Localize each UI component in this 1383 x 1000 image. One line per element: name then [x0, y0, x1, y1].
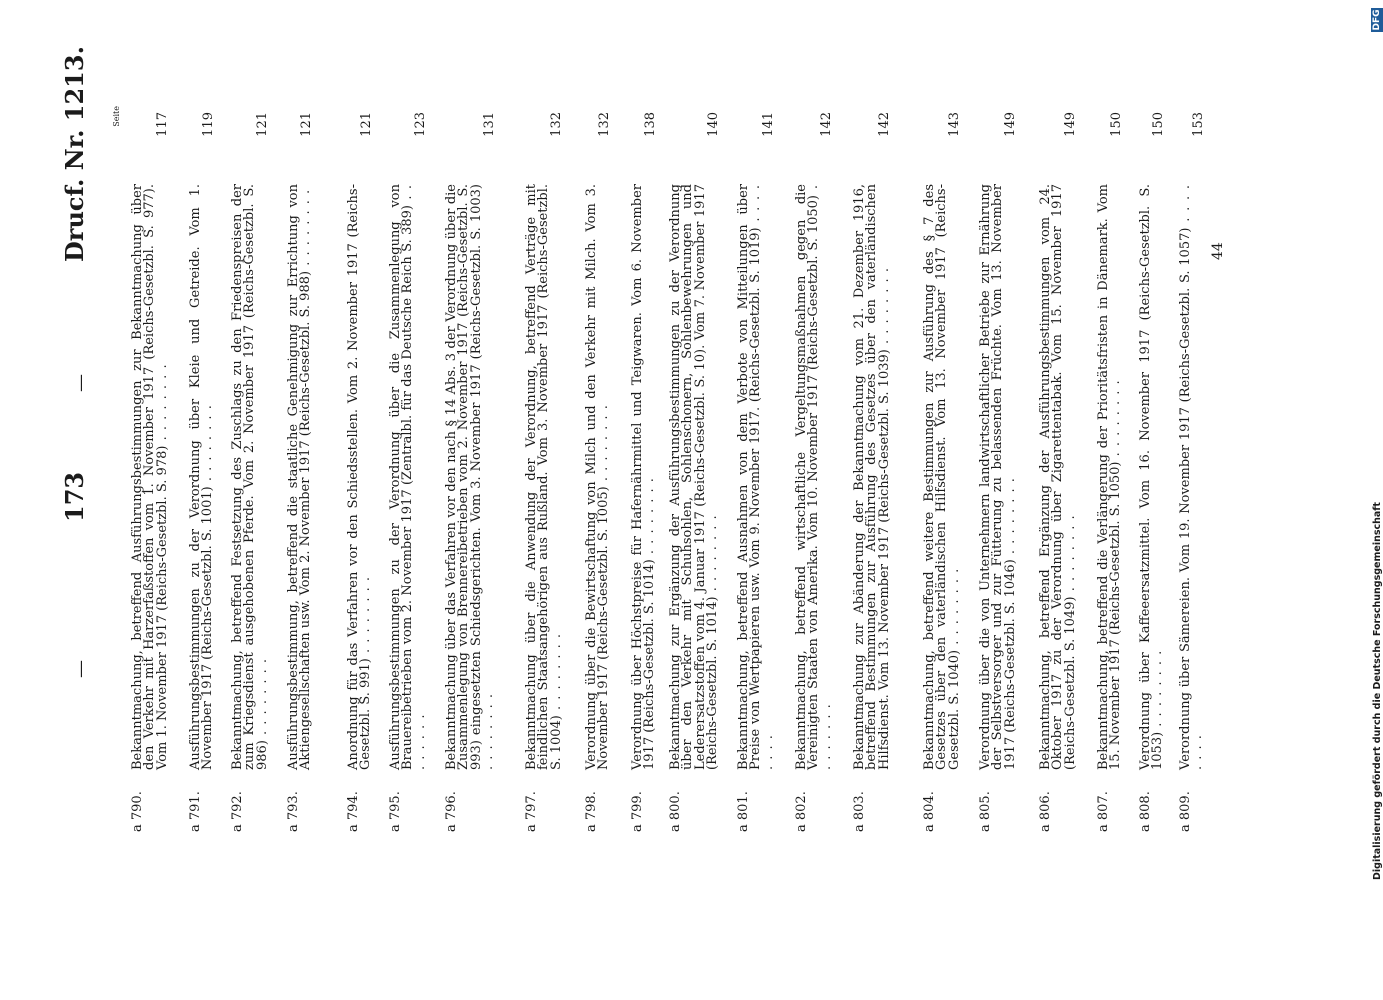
entry-number: a 798. [584, 791, 599, 832]
entry-page: 131 [482, 112, 497, 137]
leader-dots: . . . . . . . . [481, 693, 497, 770]
leader-dots: . . . . . . . . [298, 188, 314, 271]
entry-number: a 791. [188, 791, 203, 832]
entry-text: Ausführungsbestimmung, betreffend die staatliche Genehmigung zur Errichtung von Aktiengesellschaften usw. Vom 2. November 1917 (Reichs-Gesetzbl. S. 988) [286, 184, 314, 770]
page-number: 173 [60, 471, 89, 522]
seite-column-label: Seite [112, 106, 121, 127]
entry-text: Bekanntmachung über das Verfahren vor den nach § 14 Abs. 3 der Verordnung über die Zusammenlegung von Brennereibetrieben vom 2. November 1917 (Reichs-Gesetzbl. S. 993) eingesetzten Schiedsgerichten. Vom 3. November 1917 (Reichs-Gesetzbl. S. 1003) [444, 184, 484, 770]
entry-number: a 802. [794, 791, 809, 832]
entry-page: 121 [299, 112, 314, 137]
entry-number: a 804. [922, 791, 937, 832]
entry-number: a 805. [978, 791, 993, 832]
entry-text: Verordnung über die von Unternehmern landwirtschaftlicher Betriebe zur Ernährung der Selbstversorger und zur Fütterung zu belassenden Früchte. Vom 13. November 1917 (Reichs-Gesetzbl. S. 1046) [978, 184, 1018, 770]
entry-text-block [1040, 184, 1077, 770]
entry-number: a 807. [1096, 791, 1111, 832]
entry-number: a 800. [668, 791, 683, 832]
entry-page: 132 [597, 112, 612, 137]
entry-number: a 799. [630, 791, 645, 832]
leader-dots: . . . . . . . . [876, 267, 892, 350]
entry-number: a 796. [444, 791, 459, 832]
entry-text-block [348, 184, 373, 770]
entry-text-block [390, 184, 427, 770]
entry-text: Verordnung über Kaffeeersatzmittel. Vom 16. November 1917 (Reichs-Gesetzbl. S. 1053) [1138, 184, 1166, 770]
entry-number: a 794. [346, 791, 361, 832]
entry-page: 140 [706, 112, 721, 137]
entry-number: a 801. [736, 791, 751, 832]
entry-number: a 792. [230, 791, 245, 832]
entry-page: 141 [761, 112, 776, 137]
entry-page: 142 [877, 112, 892, 137]
entry-text: Bekanntmachung, betreffend Festsetzung des Zuschlags zu den Friedenspreisen der zum Kriegsdienst ausgehobenen Pferde. Vom 2. November 1917 (Reichs-Gesetzbl. S. 986) [230, 184, 270, 770]
entry-number: a 809. [1178, 791, 1193, 832]
entry-text-block [1180, 184, 1205, 770]
entry-text: Bekanntmachung zur Ergänzung der Ausführungsbestimmungen zu der Verordnung über den Verkehr mit Schuhsohlen, Sohlenschonern, Sohlenbewehrungen und Lederersatzstoffen vom 4. Januar 1917 (Reichs-Gesetzbl. S. 10). Vom 7. November 1917 (Reichs-Gesetzbl. S. 1014) [668, 184, 721, 770]
entry-text-block [288, 184, 313, 770]
entry-page: 121 [255, 112, 270, 137]
entry-text-block [980, 184, 1017, 770]
leader-dots: . . . . . . . . [254, 657, 270, 741]
dfg-logo: DFG [1372, 9, 1382, 31]
entry-text: Verordnung über Sämereien. Vom 19. November 1917 (Reichs-Gesetzbl. S. 1057) [1178, 227, 1193, 770]
leader-dots: . . . . . . . . [1002, 477, 1018, 560]
entry-text-block [526, 184, 563, 770]
leader-dots: . . . . . . . . [154, 363, 170, 446]
page-marker: 44 [1210, 242, 1226, 260]
entry-text: Verordnung über die Bewirtschaftung von Milch und den Verkehr mit Milch. Vom 3. November 1917 (Reichs-Gesetzbl. S. 1005) [584, 184, 612, 770]
entry-text-block [132, 184, 169, 770]
leader-dots: . . . . . . . . [748, 184, 776, 770]
leader-dots: . . . . . . . . [946, 567, 962, 650]
entry-text-block [232, 184, 269, 770]
entry-page: 121 [359, 112, 374, 137]
leader-dots: . . . . . . . . [358, 576, 374, 659]
entry-text: Bekanntmachung, betreffend Ausnahmen von dem Verbote von Mitteilungen über Preise von Wertpapieren usw. Vom 9. November 1917. (Reichs-Gesetzbl. S. 1019) [736, 184, 764, 770]
entry-number: a 797. [524, 791, 539, 832]
entry-text: Bekanntmachung zur Abänderung der Bekanntmachung vom 21. Dezember 1916, betreffend Bestimmungen zur Ausführung des Gesetzes über den vaterländischen Hilfsdienst. Vom 13. November 1917 (Reichs-Gesetzbl. S. 1039) [852, 184, 892, 770]
leader-dots: . . . . . . . . [642, 477, 658, 560]
entry-page: 138 [643, 112, 658, 137]
druck-number: Drucf. Nr. 1213. [60, 46, 89, 262]
entry-text: Bekanntmachung über die Anwendung der Verordnung, betreffend Verträge mit feindlichen Staatsangehörigen aus Rußland. Vom 3. November 1917 (Reichs-Gesetzbl. S. 1004) [524, 184, 564, 770]
entry-page: 117 [155, 112, 170, 137]
entry-number: a 790. [130, 791, 145, 832]
header-dash-left: — [70, 660, 91, 678]
leader-dots: . . . . . . . . [596, 404, 612, 487]
leader-dots: . . . . . . . . [1108, 379, 1124, 462]
entry-text-block [190, 184, 215, 770]
entry-page: 149 [1003, 112, 1018, 137]
leader-dots: . . . . . . . . [400, 184, 428, 770]
digitization-credit: Digitalisierung gefördert durch die Deutsche Forschungsgemeinschaft [1372, 502, 1383, 880]
entry-page: 150 [1151, 112, 1166, 137]
entry-text-block [854, 184, 891, 770]
entry-text: Verordnung über Höchstpreise für Hafernährmittel und Teigwaren. Vom 6. November 1917 (Reichs-Gesetzbl. S. 1014) [630, 184, 658, 770]
entry-page: 123 [413, 112, 428, 137]
entry-text: Bekanntmachung, betreffend die Verlängerung der Prioritätsfristen in Dänemark. Vom 15. November 1917 (Reichs-Gesetzbl. S. 1050) [1096, 184, 1124, 770]
entry-text: Bekanntmachung, betreffend Ausführungsbestimmungen zur Bekanntmachung über den Verkehr mit Harzerfaßstoffen vom 1. November 1917 (Reichs-Gesetzbl. S. 977). Vom 1. November 1917 (Reichs-Gesetzbl. S. 978) [130, 184, 170, 770]
entry-text: Ausführungsbestimmungen zu der Verordnung über die Zusammenlegung von Brauereibetrieben vom 2. November 1917 (Zentralbl. für das Deutsche Reich S. 389) [388, 184, 416, 770]
entry-text-block [586, 184, 611, 770]
leader-dots: . . . . . . . . [806, 183, 834, 770]
entry-text: Bekanntmachung, betreffend wirtschaftliche Vergeltungsmaßnahmen gegen die Vereinigten Staaten von Amerika. Vom 10. November 1917 (Reichs-Gesetzbl. S. 1050) [794, 184, 822, 770]
entry-page: 142 [819, 112, 834, 137]
leader-dots: . . . . . . . . [1062, 514, 1078, 597]
leader-dots: . . . . . . . . [705, 514, 721, 597]
leader-dots: . . . . . . . . [200, 404, 216, 487]
entry-text-block [446, 184, 496, 770]
leader-dots: . . . . . . . . [1150, 649, 1166, 732]
entry-text: Ausführungsbestimmungen zu der Verordnung über Kleie und Getreide. Vom 1. November 1917 (Reichs-Gesetzbl. S. 1001) [188, 184, 216, 770]
entry-number: a 793. [286, 791, 301, 832]
entry-text-block [738, 184, 775, 770]
entry-page: 143 [947, 112, 962, 137]
leader-dots: . . . . . . . . [1178, 183, 1206, 770]
entry-text-block [1098, 184, 1123, 770]
entry-text: Bekanntmachung, betreffend Ergänzung der Ausführungsbestimmungen vom 24. Oktober 1917 zu der Verordnung über Zigarettentabak. Vom 15. November 1917 (Reichs-Gesetzbl. S. 1049) [1038, 184, 1078, 770]
entry-text-block [670, 184, 720, 770]
entry-number: a 808. [1138, 791, 1153, 832]
entry-text: Anordnung für das Verfahren vor den Schiedsstellen. Vom 2. November 1917 (Reichs-Gesetzbl. S. 991) [346, 184, 374, 770]
entry-page: 150 [1109, 112, 1124, 137]
leader-dots: . . . . . . . . [548, 633, 564, 716]
entry-page: 132 [549, 112, 564, 137]
entry-number: a 806. [1038, 791, 1053, 832]
entry-number: a 795. [388, 791, 403, 832]
entry-text-block [924, 184, 961, 770]
entry-page: 153 [1191, 112, 1206, 137]
entry-page: 119 [201, 112, 216, 137]
entry-text-block [632, 184, 657, 770]
entry-page: 149 [1063, 112, 1078, 137]
entry-number: a 803. [852, 791, 867, 832]
entry-text: Bekanntmachung, betreffend weitere Bestimmungen zur Ausführung des § 7 des Gesetzes über den vaterländischen Hilfsdienst. Vom 13. November 1917 (Reichs-Gesetzbl. S. 1040) [922, 184, 962, 770]
entry-text-block [1140, 184, 1165, 770]
header-dash-right: — [70, 374, 91, 392]
entry-text-block [796, 184, 833, 770]
